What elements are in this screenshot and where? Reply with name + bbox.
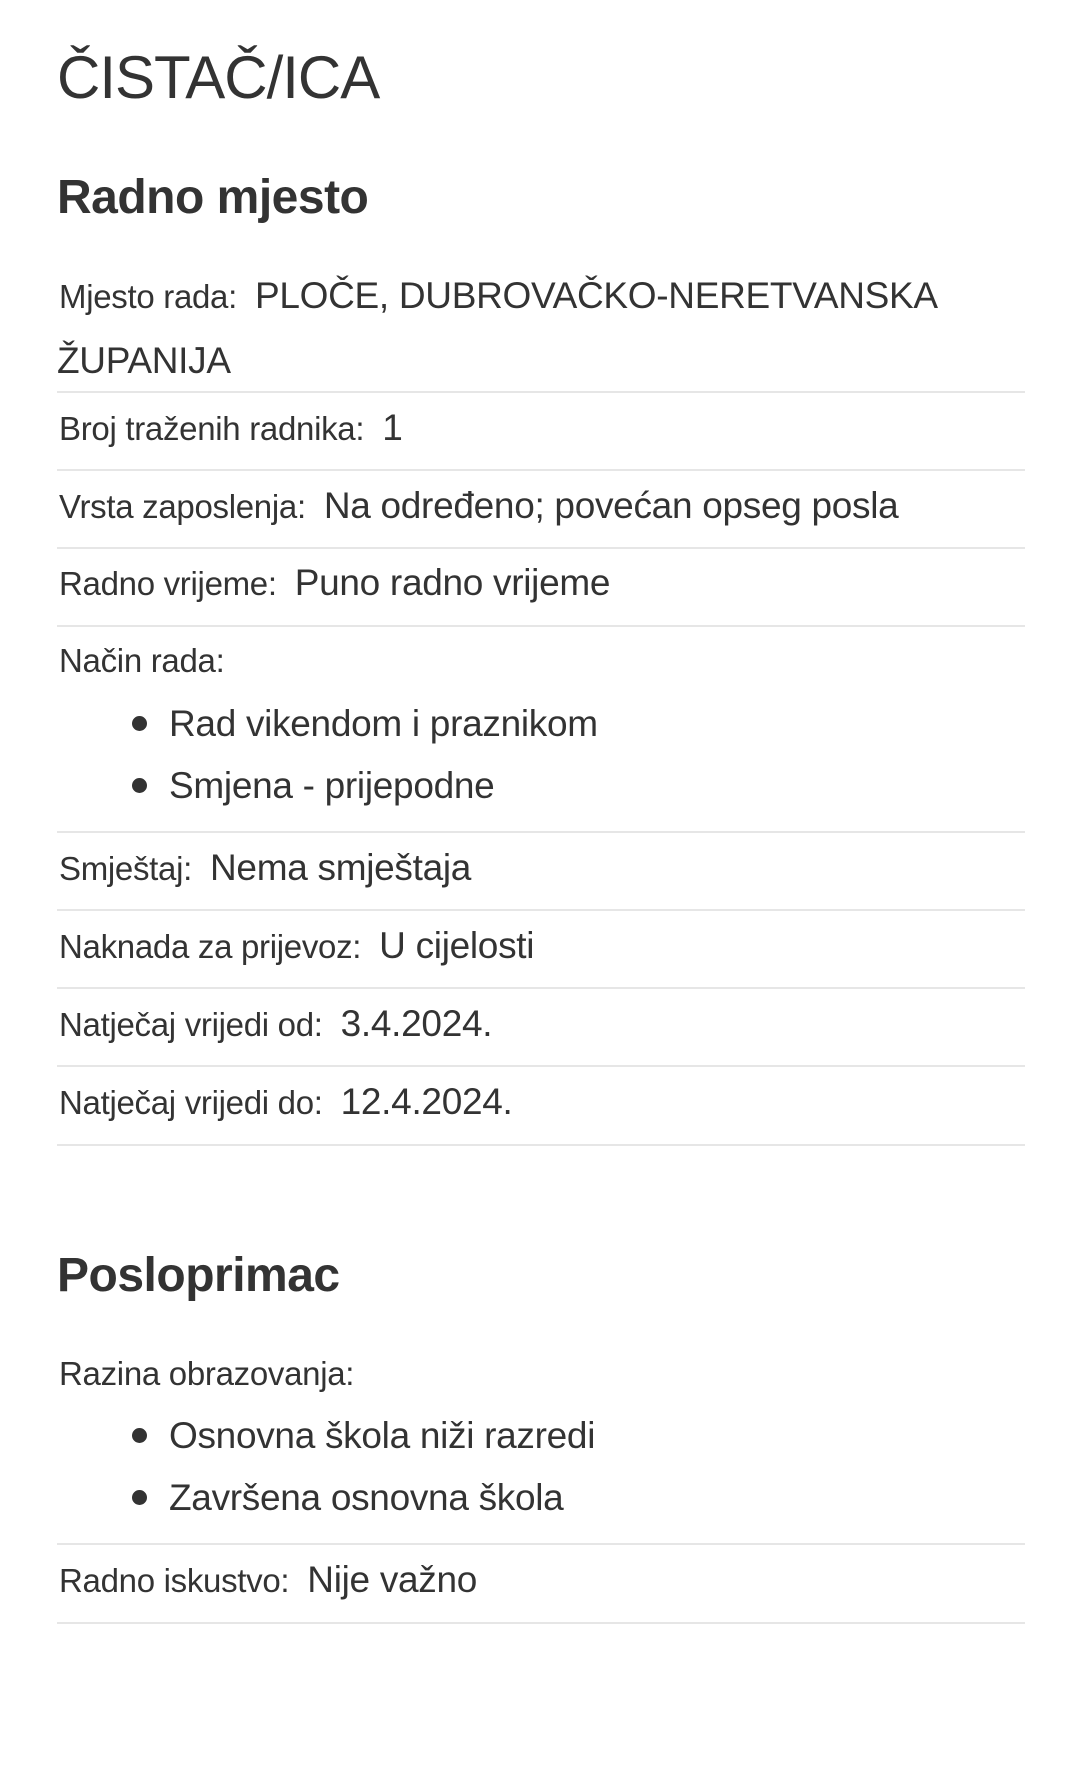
row-location: [57, 262, 1025, 393]
row-working-hours: [57, 549, 1025, 627]
bullet-icon: [132, 1428, 147, 1443]
row-accommodation: [57, 833, 1025, 911]
row-valid-from: [57, 989, 1025, 1067]
valid-to-value: 12.4.2024.: [340, 1081, 513, 1122]
row-education: [57, 1339, 1025, 1545]
row-experience: [57, 1545, 1025, 1624]
valid-to-label: Natječaj vrijedi do:: [59, 1084, 323, 1121]
bullet-icon: [132, 716, 147, 731]
transport-value: U cijelosti: [379, 925, 535, 966]
accommodation-value: Nema smještaja: [210, 847, 472, 888]
list-item: Osnovna škola niži razredi: [57, 1405, 595, 1467]
working-hours-label: Radno vrijeme:: [59, 565, 277, 602]
education-list: [57, 1405, 595, 1529]
row-valid-to: [57, 1067, 1025, 1146]
work-mode-label: Način rada:: [59, 642, 225, 679]
page-title: ČISTAČ/ICA: [57, 44, 380, 111]
employment-type-label: Vrsta zaposlenja:: [59, 488, 306, 525]
valid-from-value: 3.4.2024.: [340, 1003, 493, 1044]
location-value: PLOČE, DUBROVAČKO-NERETVANSKA: [254, 275, 938, 316]
experience-value: Nije važno: [307, 1559, 478, 1600]
list-item: Završena osnovna škola: [57, 1467, 595, 1529]
workers-needed-label: Broj traženih radnika:: [59, 410, 365, 447]
location-label: Mjesto rada:: [59, 278, 237, 315]
section-heading-workplace: Radno mjesto: [57, 171, 369, 224]
working-hours-value: Puno radno vrijeme: [294, 562, 611, 603]
row-employment-type: [57, 471, 1025, 549]
employment-type-value: Na određeno; povećan opseg posla: [323, 485, 899, 526]
list-item: Smjena - prijepodne: [57, 755, 598, 817]
accommodation-label: Smještaj:: [59, 850, 193, 887]
workers-needed-value: 1: [382, 407, 403, 448]
list-item: Rad vikendom i praznikom: [57, 693, 598, 755]
experience-label: Radno iskustvo:: [59, 1562, 290, 1599]
row-work-mode: [57, 627, 1025, 833]
education-label: Razina obrazovanja:: [59, 1355, 355, 1392]
bullet-icon: [132, 1490, 147, 1505]
section-heading-employee: Posloprimac: [57, 1249, 340, 1302]
work-mode-list: [57, 693, 598, 817]
location-value-continued: ŽUPANIJA: [57, 340, 231, 381]
row-workers-needed: [57, 393, 1025, 471]
transport-label: Naknada za prijevoz:: [59, 928, 362, 965]
row-transport: [57, 911, 1025, 989]
bullet-icon: [132, 778, 147, 793]
valid-from-label: Natječaj vrijedi od:: [59, 1006, 323, 1043]
